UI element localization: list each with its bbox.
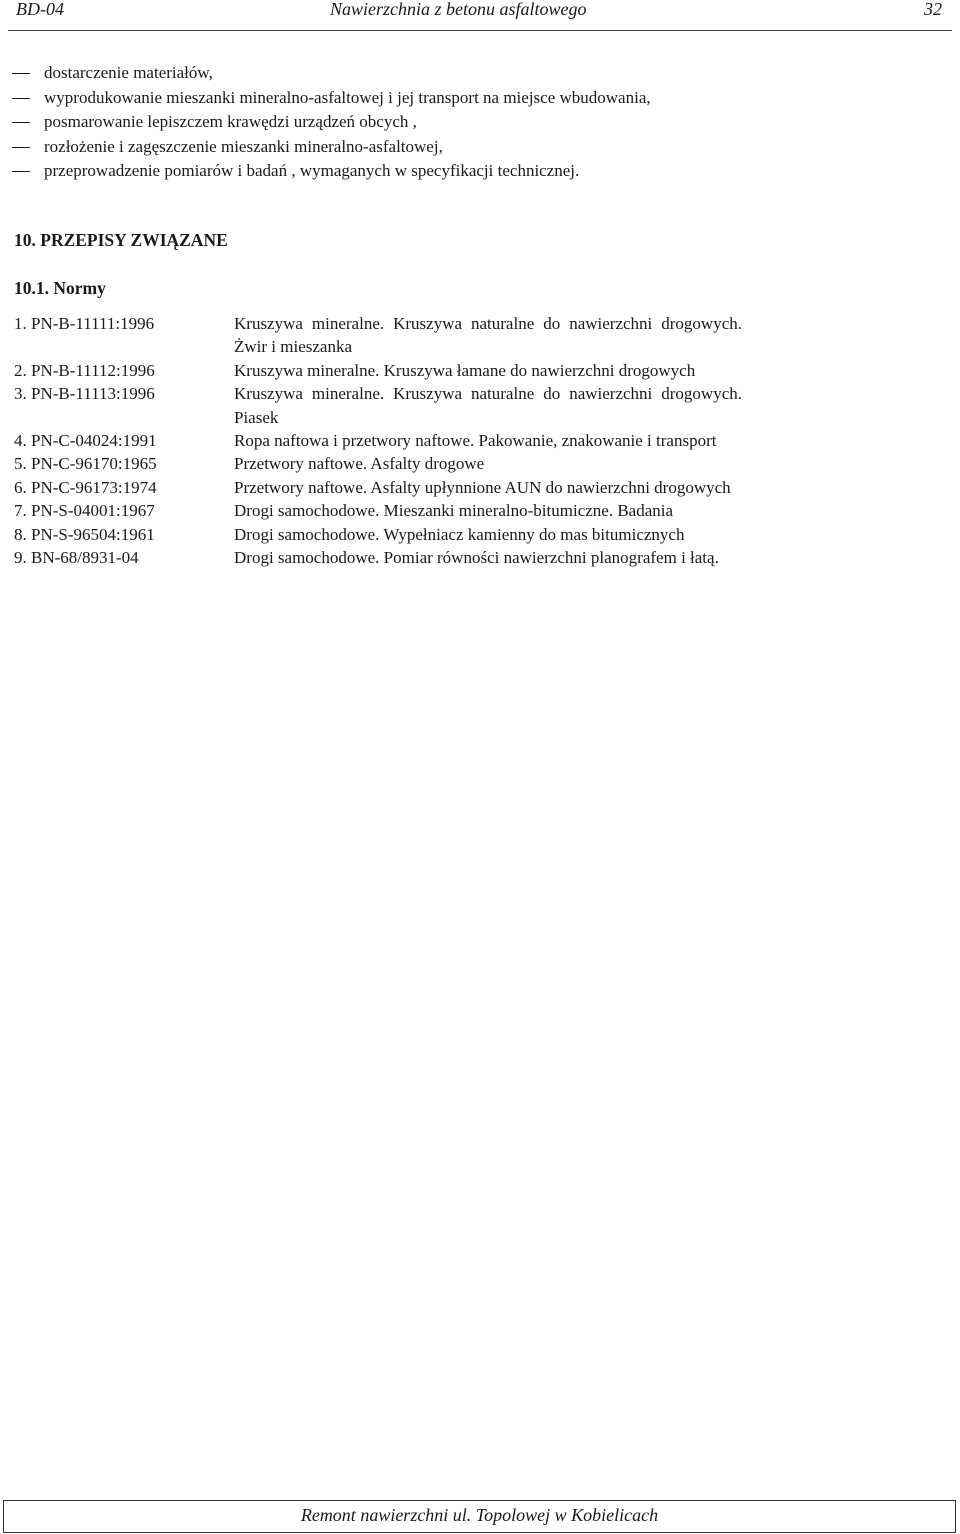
footer-text: Remont nawierzchni ul. Topolowej w Kobielicach — [300, 1505, 659, 1525]
spec-title: Nawierzchnia z betonu asfaltowego — [330, 0, 587, 19]
norm-code: 6. PN-C-96173:1974 — [14, 477, 157, 497]
norm-description: Przetwory naftowe. Asfalty drogowe — [234, 454, 485, 474]
list-item — [12, 110, 651, 135]
norm-row — [14, 382, 742, 429]
dash-bullet-icon — [12, 73, 30, 74]
norm-description: Drogi samochodowe. Mieszanki mineralno-bitumiczne. Badania — [234, 501, 674, 521]
norm-description: Ropa naftowa i przetwory naftowe. Pakowanie, znakowanie i transport — [234, 431, 717, 451]
norm-description: Kruszywa mineralne. Kruszywa łamane do nawierzchni drogowych — [234, 360, 696, 380]
norm-code: 4. PN-C-04024:1991 — [14, 431, 157, 451]
list-item — [12, 159, 651, 184]
norm-row — [14, 523, 742, 546]
list-item-text: wyprodukowanie mieszanki mineralno-asfaltowej i jej transport na miejsce wbudowania, — [44, 87, 651, 107]
norm-description: Kruszywa mineralne. Kruszywa naturalne do nawierzchni drogowych. Żwir i mieszanka — [234, 314, 742, 357]
list-item — [12, 86, 651, 111]
norm-row — [14, 452, 742, 475]
dash-bullet-icon — [12, 122, 30, 123]
list-item-text: dostarczenie materiałów, — [44, 63, 213, 82]
norm-code: 8. PN-S-96504:1961 — [14, 524, 155, 544]
norm-description: Kruszywa mineralne. Kruszywa naturalne do nawierzchni drogowych. Piasek — [234, 384, 742, 427]
norm-code: 7. PN-S-04001:1967 — [14, 501, 155, 521]
norm-description: Drogi samochodowe. Wypełniacz kamienny do mas bitumicznych — [234, 524, 685, 544]
spec-code: BD-04 — [16, 0, 64, 19]
dash-bullet-icon — [12, 147, 30, 148]
list-item-text: posmarowanie lepiszczem krawędzi urządzeń obcych , — [44, 112, 417, 131]
section-heading: 10. PRZEPISY ZWIĄZANE — [14, 230, 228, 250]
list-item — [12, 135, 651, 160]
list-item-text: rozłożenie i zagęszczenie mieszanki mineralno-asfaltowej, — [44, 136, 443, 156]
page-number: 32 — [924, 0, 942, 19]
page-footer — [3, 1500, 956, 1533]
norm-description: Drogi samochodowe. Pomiar równości nawierzchni planografem i łatą. — [234, 548, 719, 568]
dash-bullet-icon — [12, 171, 30, 172]
norm-code: 9. BN-68/8931-04 — [14, 548, 139, 568]
norm-row — [14, 499, 742, 522]
norms-list — [14, 312, 742, 569]
norm-code: 1. PN-B-11111:1996 — [14, 314, 155, 333]
list-item-text: przeprowadzenie pomiarów i badań , wymaganych w specyfikacji technicznej. — [44, 161, 580, 180]
page-header — [8, 0, 952, 28]
dash-bullet-icon — [12, 98, 30, 99]
norm-row — [14, 429, 742, 452]
header-divider — [8, 30, 952, 31]
subsection-heading: 10.1. Normy — [14, 278, 106, 298]
norm-row — [14, 546, 742, 569]
norm-description: Przetwory naftowe. Asfalty upłynnione AUN do nawierzchni drogowych — [234, 477, 731, 497]
norm-row — [14, 359, 742, 382]
norm-row — [14, 312, 742, 359]
norm-code: 3. PN-B-11113:1996 — [14, 384, 155, 404]
work-scope-list — [12, 61, 651, 184]
norm-code: 5. PN-C-96170:1965 — [14, 454, 157, 474]
list-item — [12, 61, 651, 86]
norm-row — [14, 476, 742, 499]
norm-code: 2. PN-B-11112:1996 — [14, 360, 155, 380]
